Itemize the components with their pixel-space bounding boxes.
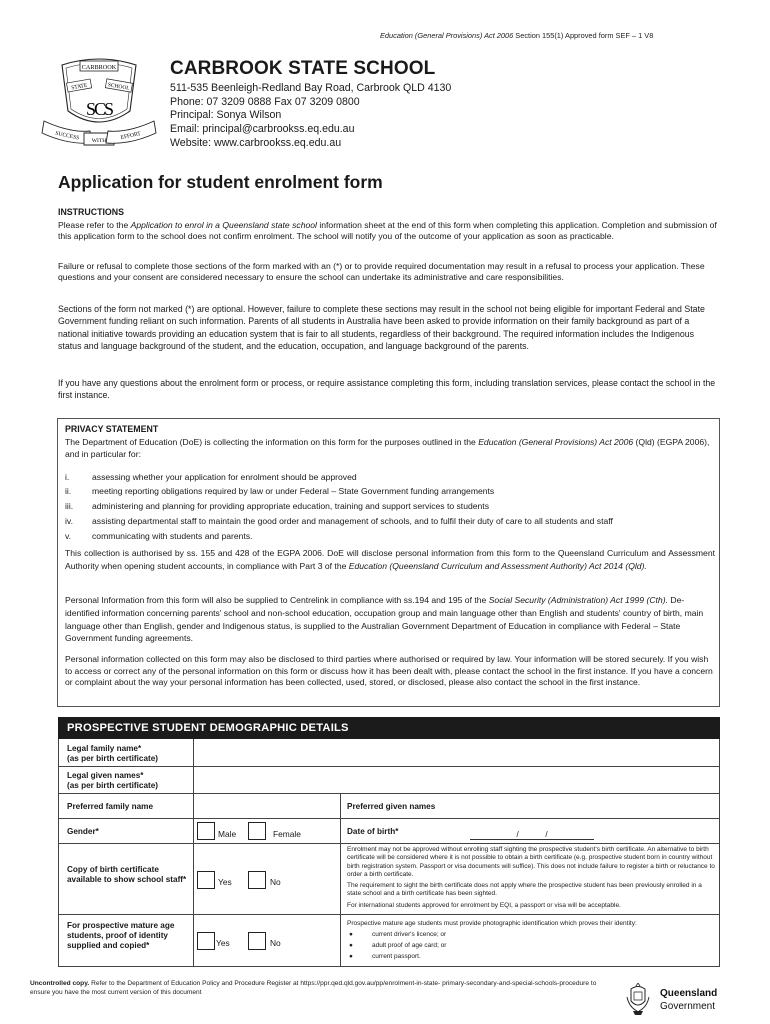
legal-given-names-field[interactable]	[195, 768, 717, 791]
mature-age-item: current passport.	[372, 953, 421, 960]
mature-age-yes-label: Yes	[216, 938, 230, 948]
table-rule	[58, 818, 720, 819]
privacy-item-number: v.	[65, 531, 72, 541]
privacy-item-number: iii.	[65, 501, 74, 511]
privacy-paragraph-2: This collection is authorised by ss. 155 and 428 of the EGPA 2006. DoE will disclose personal information from this form to the Queensland Curriculum and Assessment Authority when opening student accounts, in compliance with Part 3 of the Education (Queensland Curriculum and Assessment Authority) Act 2014 (Qld).	[65, 548, 715, 571]
table-rule	[193, 739, 194, 967]
preferred-given-names-label: Preferred given names	[347, 802, 436, 811]
crest-band-left: STATE	[70, 82, 88, 92]
instructions-paragraph-3: Sections of the form not marked (*) are optional. However, failure to complete these sections may result in the school not being eligible for important Federal and State Government funding reliant on such information. Parents of all students in Australia have been asked to provide information on their family background as part of a national initiative towards providing an education system that is fair to all students, regardless of their background. The required information includes the Indigenous status and language background of the student, and the education, occupation, and language background of the parents.	[58, 304, 705, 351]
mature-age-note: Prospective mature age students must provide photographic identification which proves their identity:	[347, 920, 637, 927]
privacy-item: administering and planning for providing appropriate education, training and support services to students	[92, 501, 489, 511]
legal-given-names-label: Legal given names* (as per birth certificate)	[67, 771, 158, 790]
queensland-logo-line-2: Government	[660, 1001, 716, 1012]
mature-age-no-checkbox[interactable]	[248, 932, 266, 950]
gender-label: Gender*	[67, 827, 99, 836]
mature-age-identity-label: For prospective mature age students, proof of identity supplied and copied*	[67, 921, 175, 950]
birth-certificate-yes-label: Yes	[218, 877, 232, 887]
privacy-intro: The Department of Education (DoE) is collecting the information on this form for the purposes outlined in the Education (General Provisions) Act 2006 (Qld) (EGPA 2006), and in particular for:	[65, 437, 710, 459]
school-principal: Principal: Sonya Wilson	[170, 109, 282, 121]
table-rule	[340, 793, 341, 967]
date-of-birth-label: Date of birth*	[347, 827, 399, 836]
school-crest-logo	[40, 53, 158, 153]
legal-family-name-field[interactable]	[195, 741, 717, 764]
birth-certificate-no-label: No	[270, 877, 281, 887]
mature-age-yes-checkbox[interactable]	[197, 932, 215, 950]
school-website[interactable]: Website: www.carbrookss.eq.edu.au	[170, 137, 342, 149]
school-email[interactable]: Email: principal@carbrookss.eq.edu.au	[170, 123, 355, 135]
birth-certificate-yes-checkbox[interactable]	[197, 871, 215, 889]
mature-age-item: current driver's licence; or	[372, 931, 447, 938]
date-of-birth-field[interactable]: / /	[470, 830, 594, 840]
bullet-icon: ●	[349, 931, 353, 938]
privacy-paragraph-3: Personal Information from this form will also be supplied to Centrelink in compliance with ss.194 and 195 of the Social Security (Administration) Act 1999 (Cth). De-identified information concerning parents' school and non-school education, occupation group and main language other than English and students' country of birth, main language other than English, gender and Indigenous status, is supplied to the Australian Government Department of Education in compliance with Federal – State Government funding agreements.	[65, 595, 704, 644]
legal-family-name-label: Legal family name* (as per birth certificate)	[67, 744, 158, 763]
privacy-heading: PRIVACY STATEMENT	[65, 424, 159, 434]
birth-certificate-label: Copy of birth certificate available to show school staff*	[67, 865, 187, 884]
privacy-item: meeting reporting obligations required by law or under Federal – State Government funding arrangements	[92, 486, 495, 496]
bullet-icon: ●	[349, 953, 353, 960]
page-title: Application for student enrolment form	[58, 172, 383, 192]
privacy-item-number: i.	[65, 472, 70, 482]
gender-male-checkbox[interactable]	[197, 822, 215, 840]
crest-scroll-mid: WITH	[91, 138, 107, 144]
footer-note: Uncontrolled copy. Refer to the Department of Education Policy and Procedure Register at https://ppr.qed.qld.gov.au/pp/enrolment-in-state- primary-secondary-and-special-schools-procedure to ensure you have the most current version of this document	[30, 980, 597, 996]
crest-band-right: SCHOOL	[107, 82, 131, 92]
instructions-paragraph-4: If you have any questions about the enrolment form or process, or require assistance completing this form, including translation services, please contact the school in the first instance.	[58, 378, 716, 401]
school-name: CARBROOK STATE SCHOOL	[170, 58, 436, 79]
table-rule	[58, 766, 720, 767]
privacy-item: communicating with students and parents.	[92, 531, 253, 541]
crest-scroll-left: SUCCESS	[54, 130, 80, 142]
table-rule	[58, 843, 720, 844]
crest-name-text: CARBROOK	[81, 64, 117, 71]
instructions-paragraph-1: Please refer to the Application to enrol in a Queensland state school information sheet at the end of this form when completing this application. Completion and submission of this application form to the school does not confirm enrolment. The school will notify you of the outcome of your application as soon as practicable.	[58, 220, 717, 242]
privacy-item-number: iv.	[65, 516, 73, 526]
table-rule	[58, 793, 720, 794]
demographic-section-header: PROSPECTIVE STUDENT DEMOGRAPHIC DETAILS	[58, 717, 720, 739]
form-reference-note: Education (General Provisions) Act 2006 Section 155(1) Approved form SEF – 1 V8	[380, 31, 654, 40]
preferred-family-name-field[interactable]	[195, 795, 338, 816]
mature-age-item: adult proof of age card; or	[372, 942, 447, 949]
privacy-item: assisting departmental staff to maintain the good order and management of schools, and to fulfil their duty of care to all students and staff	[92, 516, 613, 526]
preferred-family-name-label: Preferred family name	[67, 802, 154, 811]
birth-certificate-note: The requirement to sight the birth certificate does not apply where the prospective student has been previously enrolled in a state school and a birth certificate has been sighted.	[347, 882, 702, 898]
privacy-item: assessing whether your application for enrolment should be approved	[92, 472, 357, 482]
gender-female-label: Female	[273, 829, 301, 839]
gender-female-checkbox[interactable]	[248, 822, 266, 840]
mature-age-no-label: No	[270, 938, 281, 948]
instructions-paragraph-2: Failure or refusal to complete those sections of the form marked with an (*) or to provide required documentation may result in a refusal to process your application. These questions and your consent are considered necessary to ensure the school can undertake its administrative and care responsibilities.	[58, 261, 705, 283]
preferred-given-names-field[interactable]	[450, 795, 718, 816]
bullet-icon: ●	[349, 942, 353, 949]
school-address: 511-535 Beenleigh-Redland Bay Road, Carbrook QLD 4130	[170, 82, 452, 94]
instructions-heading: INSTRUCTIONS	[58, 207, 124, 217]
birth-certificate-note: Enrolment may not be approved without enrolling staff sighting the prospective student's birth certificate. An alternative to birth certificate will be considered where it is not possible to obtain a birth certificate (e.g. prospective student born in country without birth registration system. Passport or visa documents will suffice). This does not include failure to register a birth or reluctance to order a birth certificate.	[347, 846, 715, 878]
crest-scroll-right: EFFORT	[120, 130, 142, 142]
gender-male-label: Male	[218, 829, 237, 839]
privacy-item-number: ii.	[65, 486, 72, 496]
table-rule	[58, 914, 720, 915]
birth-certificate-note: For international students approved for enrolment by EQI, a passport or visa will be acceptable.	[347, 902, 621, 909]
school-phone: Phone: 07 3209 0888 Fax 07 3209 0800	[170, 96, 360, 108]
queensland-logo-line-1: Queensland	[660, 988, 718, 999]
privacy-paragraph-4: Personal information collected on this form may also be disclosed to third parties where authorised or required by law. Your information will be stored securely. If you wish to access or correct any of the personal information on this form or discuss how it has been dealt with, please contact the school in the first instance. If you have a concern or complaint about the way your personal information has been collected, used, stored, or disclosed, please also contact the school in the first instance.	[65, 654, 713, 688]
birth-certificate-no-checkbox[interactable]	[248, 871, 266, 889]
crest-monogram: SCS	[85, 99, 113, 119]
